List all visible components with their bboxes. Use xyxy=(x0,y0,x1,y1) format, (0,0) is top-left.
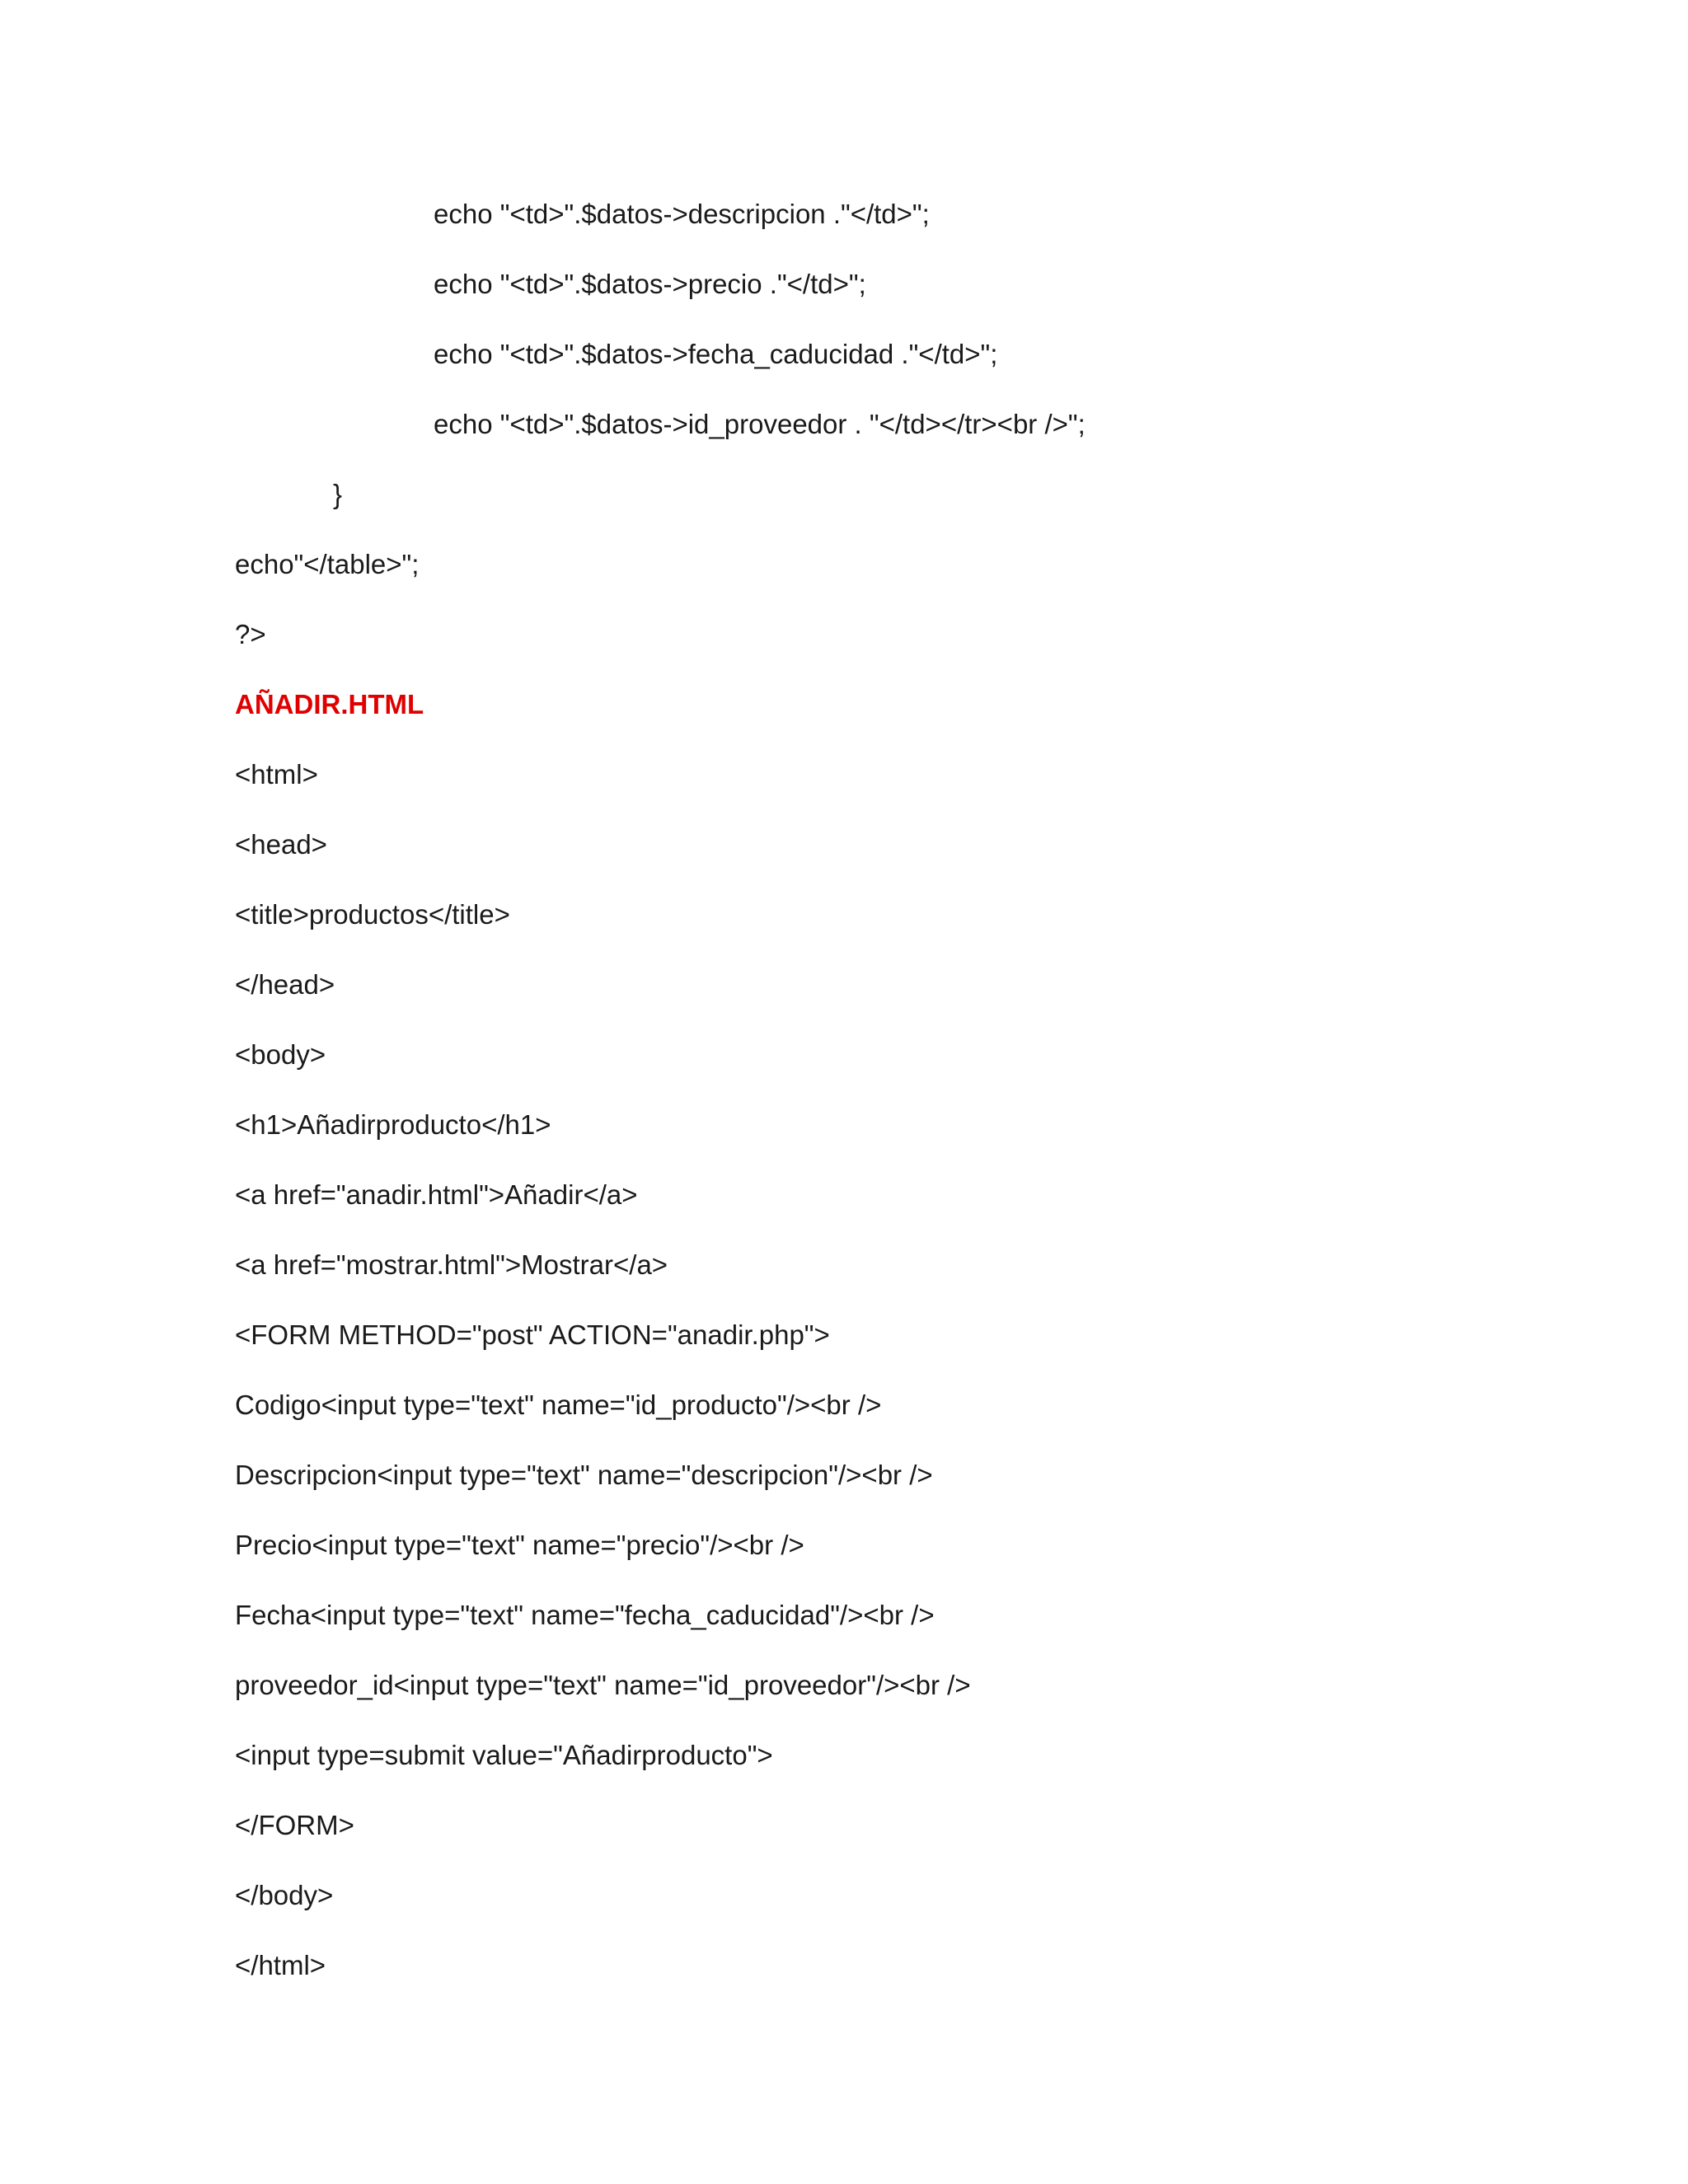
code-line: echo "<td>".$datos->fecha_caducidad ."</td>"; xyxy=(434,339,998,369)
code-line: <a href="mostrar.html">Mostrar</a> xyxy=(235,1249,668,1280)
code-line: <html> xyxy=(235,759,318,790)
code-line: echo "<td>".$datos->precio ."</td>"; xyxy=(434,269,866,299)
code-line: echo "<td>".$datos->descripcion ."</td>"; xyxy=(434,199,930,229)
code-line: <h1>Añadirproducto</h1> xyxy=(235,1109,551,1140)
code-line: <FORM METHOD="post" ACTION="anadir.php"> xyxy=(235,1319,830,1350)
code-line: proveedor_id<input type="text" name="id_proveedor"/><br /> xyxy=(235,1670,971,1700)
section-heading: AÑADIR.HTML xyxy=(235,689,424,719)
code-line: Descripcion<input type="text" name="descripcion"/><br /> xyxy=(235,1460,933,1490)
code-line: } xyxy=(333,479,343,509)
code-line: <title>productos</title> xyxy=(235,899,510,930)
code-line: <a href="anadir.html">Añadir</a> xyxy=(235,1179,638,1210)
code-line: <head> xyxy=(235,829,327,860)
code-line: echo"</table>"; xyxy=(235,549,420,579)
code-line: Precio<input type="text" name="precio"/><br /> xyxy=(235,1530,804,1560)
code-line: </html> xyxy=(235,1950,326,1980)
code-line: Codigo<input type="text" name="id_producto"/><br /> xyxy=(235,1390,882,1420)
code-line: echo "<td>".$datos->id_proveedor . "</td></tr><br />"; xyxy=(434,409,1085,439)
code-line: <input type=submit value="Añadirproducto"> xyxy=(235,1740,773,1770)
code-line: ?> xyxy=(235,619,266,649)
code-line: </FORM> xyxy=(235,1810,354,1840)
code-line: </body> xyxy=(235,1880,334,1910)
code-line: Fecha<input type="text" name="fecha_caducidad"/><br /> xyxy=(235,1600,935,1630)
code-line: <body> xyxy=(235,1039,326,1070)
code-line: </head> xyxy=(235,969,335,1000)
